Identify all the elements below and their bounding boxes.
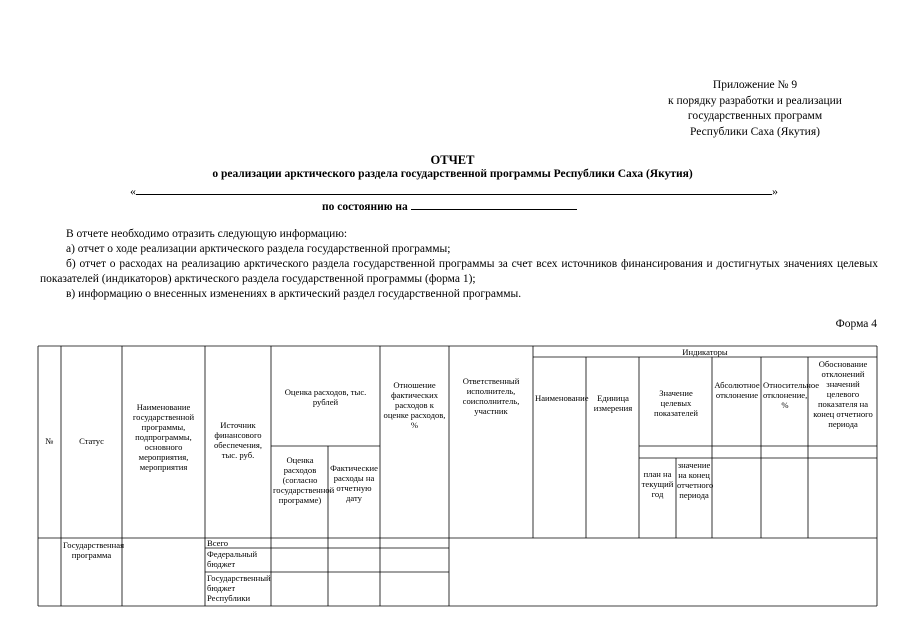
- header-expenses-fact: Фактические расходы на отчетную дату: [330, 463, 378, 503]
- form-number: Форма 4: [835, 318, 877, 330]
- as-of-label: по состоянию на: [322, 201, 408, 213]
- open-quote: «: [130, 184, 136, 198]
- header-absolute-deviation: Абсолютное отклонение: [714, 380, 760, 400]
- header-status: Статус: [79, 436, 104, 446]
- header-indicator-name: Наименование: [535, 393, 589, 403]
- appendix-line-2: к порядку разработки и реализации: [668, 94, 842, 107]
- header-unit: Единица измерения: [593, 393, 633, 413]
- header-executor: Ответственный исполнитель, соисполнитель, участник: [462, 376, 520, 416]
- source-republic-budget: Государственный бюджет Республики: [207, 573, 271, 603]
- intro-paragraph-a: а) отчет о ходе реализации арктического раздела государственной программы;: [66, 243, 451, 255]
- appendix-line-3: государственных программ: [687, 110, 823, 122]
- row-status-program: Государственная программа: [63, 540, 125, 560]
- header-indicators: Индикаторы: [682, 347, 728, 357]
- intro-paragraph-1: В отчете необходимо отразить следующую информацию:: [66, 228, 348, 240]
- header-number: №: [45, 436, 54, 446]
- source-total: Всего: [207, 538, 229, 548]
- header-deviation-justification: Обоснование отклонений значений целевого показателя на конец отчетного периода: [813, 359, 873, 429]
- source-federal-budget: Федеральный бюджет: [207, 549, 258, 569]
- header-expense-ratio: Отношение фактических расходов к оценке расходов, %: [383, 380, 446, 430]
- header-expenses-plan: Оценка расходов (согласно государственной программе): [273, 455, 335, 505]
- header-relative-deviation: Относительное отклонение, %: [763, 380, 820, 410]
- header-funding-source: Источник финансового обеспечения, тыс. руб.: [213, 420, 263, 460]
- header-target-values: Значение целевых показателей: [653, 388, 698, 418]
- header-value-period-end: значение на конец отчетного периода: [677, 460, 714, 500]
- header-program-name: Наименование государственной программы, подпрограммы, основного мероприятия, мероприятия: [132, 402, 195, 472]
- intro-paragraph-c: в) информацию о внесенных изменениях в арктический раздел государственной программы.: [66, 288, 522, 300]
- report-title: ОТЧЕТ: [430, 153, 475, 167]
- header-value-plan: план на текущий год: [641, 469, 674, 499]
- appendix-line-4: Республики Саха (Якутия): [690, 125, 820, 138]
- header-expenses: Оценка расходов, тыс. рублей: [284, 387, 367, 407]
- appendix-line-1: Приложение № 9: [712, 79, 798, 91]
- intro-paragraph-b: б) отчет о расходах на реализацию арктического раздела государственной программы за счет всех источников финансирования и достигнутых значениях целевых показателей (индикаторов) арктического раздела государственной программы (форма 1);: [40, 258, 878, 285]
- report-subtitle: о реализации арктического раздела государственной программы Республики Саха (Якутия): [212, 168, 693, 180]
- close-quote: »: [772, 184, 778, 198]
